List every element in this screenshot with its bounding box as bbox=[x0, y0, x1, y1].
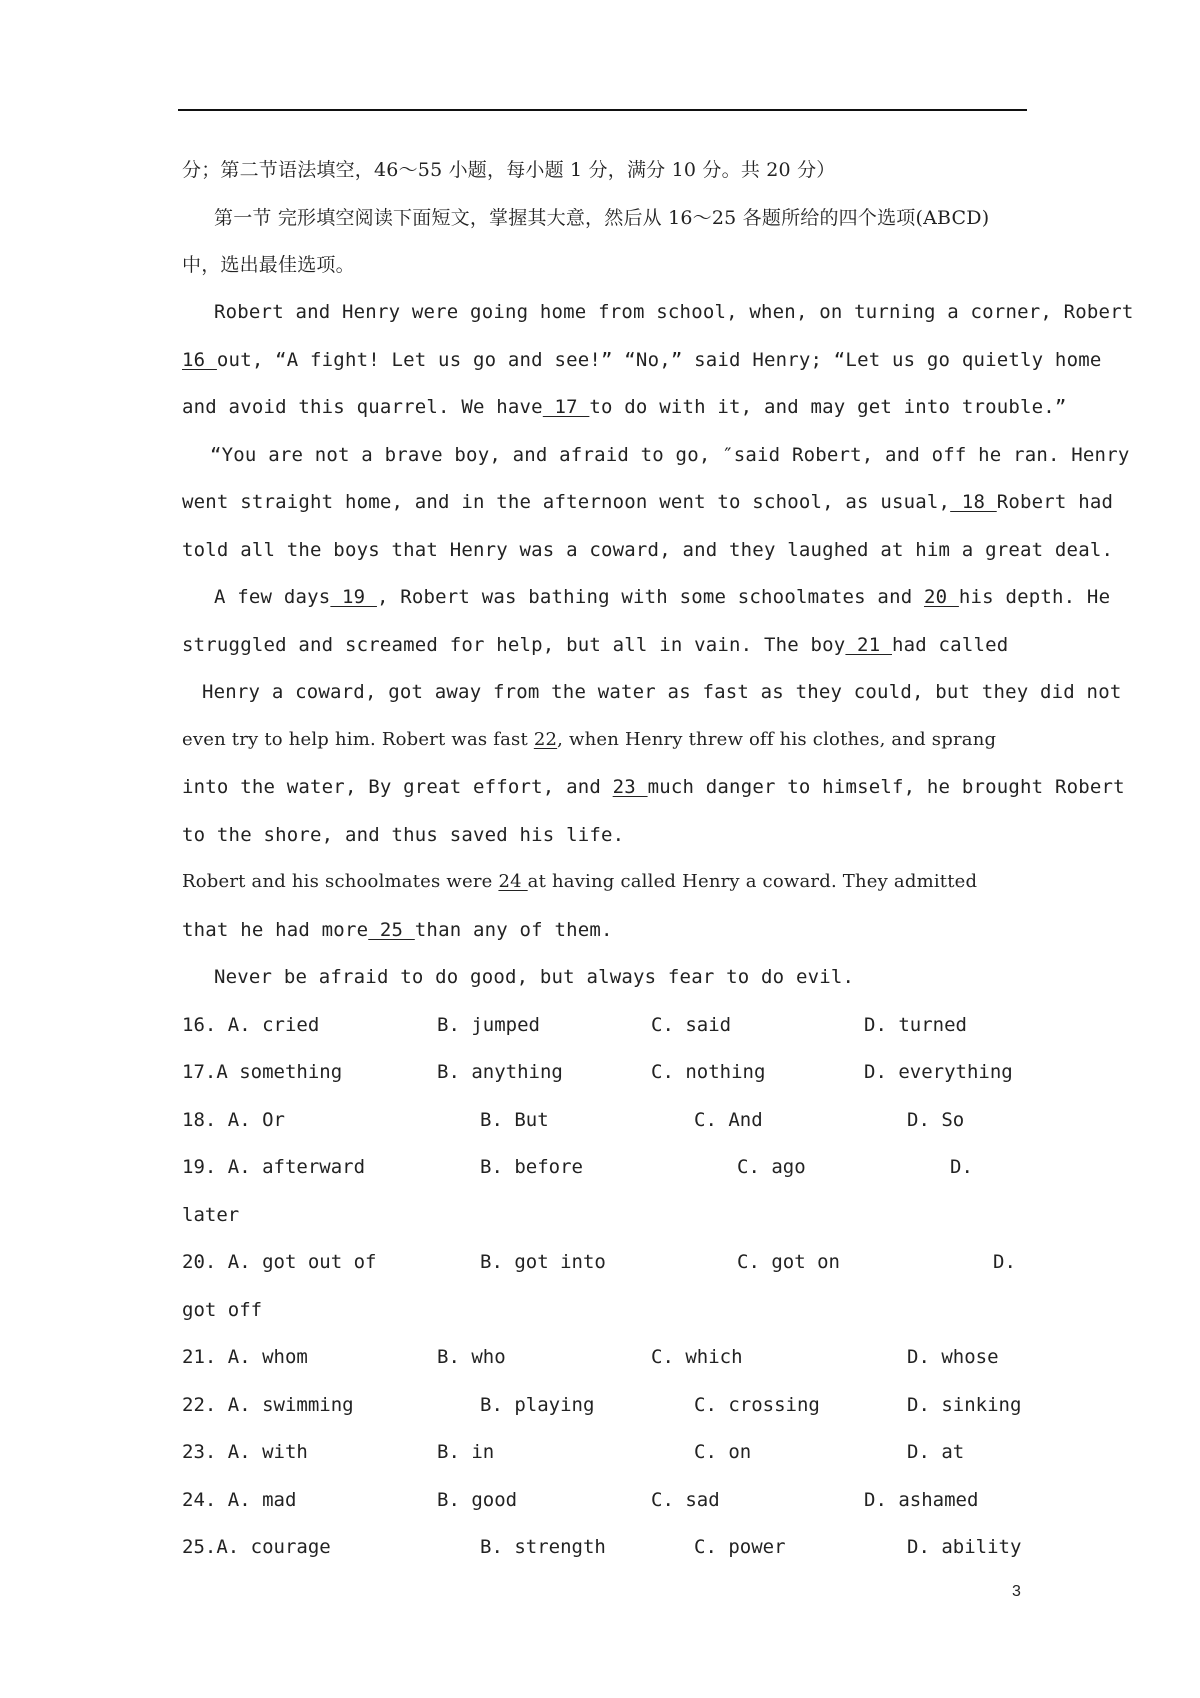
section-title: 第一节 完形填空阅读下面短文，掌握其大意，然后从 16～25 各题所给的四个选项(ABCD) bbox=[214, 207, 990, 229]
passage-line-6: told all the boys that Henry was a coward, and they laughed at him a great deal. bbox=[182, 539, 1114, 561]
passage-line-15: Never be afraid to do good, but always fear to do evil. bbox=[214, 966, 855, 988]
option-c: C. on bbox=[694, 1441, 752, 1463]
section-title-cont: 中，选出最佳选项。 bbox=[182, 254, 355, 276]
option-a: 16. A. cried bbox=[182, 1014, 320, 1036]
option-c: C. sad bbox=[651, 1489, 720, 1511]
option-d: D. everything bbox=[864, 1061, 1013, 1083]
option-d: D. whose bbox=[907, 1346, 999, 1368]
option-d: D. ability bbox=[907, 1536, 1022, 1558]
option-d: D. sinking bbox=[907, 1394, 1022, 1416]
option-a: 19. A. afterward bbox=[182, 1156, 366, 1178]
blank-25: 25 bbox=[368, 919, 415, 941]
header-rule bbox=[178, 109, 1027, 111]
passage-text: went straight home, and in the afternoon went to school, as usual, bbox=[182, 491, 951, 513]
passage-line-10 bbox=[182, 728, 996, 752]
passage-text: had called bbox=[891, 634, 1009, 656]
passage-line-5 bbox=[182, 490, 1113, 514]
option-a: 20. A. got out of bbox=[182, 1251, 377, 1273]
option-b: B. before bbox=[480, 1156, 583, 1178]
option-a: 25.A. courage bbox=[182, 1536, 331, 1558]
option-c: C. ago bbox=[737, 1156, 806, 1178]
passage-text: at having called Henry a coward. They admitted bbox=[527, 871, 978, 892]
option-a: 18. A. Or bbox=[182, 1109, 285, 1131]
option-d: D. bbox=[993, 1251, 1016, 1273]
option-d: D. at bbox=[907, 1441, 965, 1463]
passage-text: and avoid this quarrel. We have bbox=[182, 396, 543, 418]
option-d: D. bbox=[950, 1156, 973, 1178]
blank-21: 21 bbox=[845, 634, 892, 656]
option-b: B. who bbox=[437, 1346, 506, 1368]
passage-text: his depth. He bbox=[958, 586, 1111, 608]
passage-text: A few days bbox=[214, 586, 331, 608]
option-a: 21. A. whom bbox=[182, 1346, 308, 1368]
passage-text: struggled and screamed for help, but all in vain. The boy bbox=[182, 634, 846, 656]
passage-text: into the water, By great effort, and bbox=[182, 776, 613, 798]
option-d-wrap: got off bbox=[182, 1299, 263, 1321]
option-c: C. said bbox=[651, 1014, 732, 1036]
option-c: C. which bbox=[651, 1346, 743, 1368]
blank-18: 18 bbox=[950, 491, 997, 513]
passage-text: much danger to himself, he brought Robert bbox=[647, 776, 1125, 798]
option-d: D. turned bbox=[864, 1014, 967, 1036]
passage-line-8 bbox=[182, 633, 1008, 657]
option-a: 23. A. with bbox=[182, 1441, 308, 1463]
passage-line-12: to the shore, and thus saved his life. bbox=[182, 824, 625, 846]
passage-text: to do with it, and may get into trouble.” bbox=[589, 396, 1067, 418]
blank-22: 22 bbox=[533, 729, 558, 750]
option-a: 17.A something bbox=[182, 1061, 343, 1083]
option-c: C. got on bbox=[737, 1251, 840, 1273]
option-c: C. power bbox=[694, 1536, 786, 1558]
passage-line-1: Robert and Henry were going home from school, when, on turning a corner, Robert bbox=[214, 301, 1134, 323]
option-b: B. playing bbox=[480, 1394, 595, 1416]
option-b: B. in bbox=[437, 1441, 495, 1463]
blank-17: 17 bbox=[542, 396, 590, 418]
page-number: 3 bbox=[1012, 1583, 1021, 1600]
blank-24: 24 bbox=[498, 871, 528, 892]
option-c: C. nothing bbox=[651, 1061, 766, 1083]
passage-text: Robert and his schoolmates were bbox=[182, 871, 499, 892]
passage-line-7 bbox=[214, 585, 1110, 609]
option-b: B. anything bbox=[437, 1061, 563, 1083]
option-b: B. But bbox=[480, 1109, 549, 1131]
passage-line-13 bbox=[182, 870, 977, 894]
option-d: D. So bbox=[907, 1109, 965, 1131]
blank-16: 16 bbox=[182, 349, 217, 371]
passage-text: out, “A fight! Let us go and see!” “No,” said Henry; “Let us go quietly home bbox=[216, 349, 1102, 371]
option-d-wrap: later bbox=[182, 1204, 240, 1226]
option-a: 22. A. swimming bbox=[182, 1394, 354, 1416]
passage-line-14 bbox=[182, 918, 613, 942]
blank-19: 19 bbox=[330, 586, 377, 608]
passage-line-9: Henry a coward, got away from the water as fast as they could, but they did not bbox=[202, 681, 1122, 703]
passage-text: than any of them. bbox=[414, 919, 613, 941]
passage-text: that he had more bbox=[182, 919, 369, 941]
passage-text: , Robert was bathing with some schoolmates and bbox=[376, 586, 924, 608]
blank-23: 23 bbox=[612, 776, 648, 798]
option-a: 24. A. mad bbox=[182, 1489, 297, 1511]
option-d: D. ashamed bbox=[864, 1489, 979, 1511]
option-c: C. And bbox=[694, 1109, 763, 1131]
option-b: B. strength bbox=[480, 1536, 606, 1558]
header-intro: 分；第二节语法填空，46～55 小题，每小题 1 分，满分 10 分。共 20 分） bbox=[182, 159, 836, 181]
passage-line-4: “You are not a brave boy, and afraid to go, ″said Robert, and off he ran. Henry bbox=[210, 444, 1130, 466]
passage-text: even try to help him. Robert was fast bbox=[182, 729, 534, 750]
option-b: B. jumped bbox=[437, 1014, 540, 1036]
passage-text: Robert had bbox=[996, 491, 1114, 513]
passage-line-11 bbox=[182, 775, 1125, 799]
passage-text: , when Henry threw off his clothes, and sprang bbox=[557, 729, 997, 750]
passage-line-3 bbox=[182, 395, 1067, 419]
blank-20: 20 bbox=[923, 586, 959, 608]
option-b: B. good bbox=[437, 1489, 518, 1511]
passage-line-2 bbox=[182, 348, 1101, 372]
option-c: C. crossing bbox=[694, 1394, 820, 1416]
option-b: B. got into bbox=[480, 1251, 606, 1273]
